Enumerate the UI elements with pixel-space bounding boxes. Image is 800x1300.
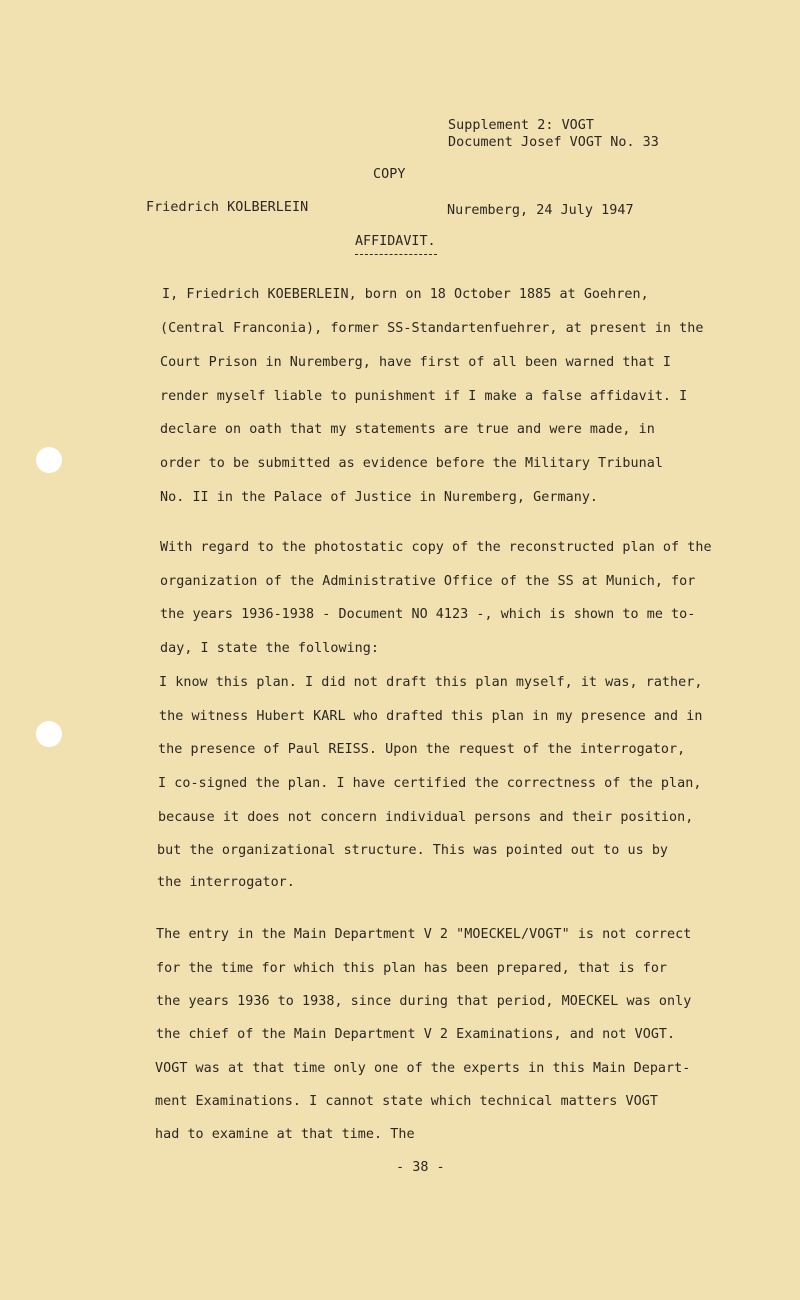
body-line: because it does not concern individual persons and their position, (158, 810, 694, 825)
body-line: organization of the Administrative Office of the SS at Munich, for (160, 574, 696, 589)
body-line: the chief of the Main Department V 2 Examinations, and not VOGT. (156, 1027, 676, 1042)
body-line: I know this plan. I did not draft this plan myself, it was, rather, (159, 675, 703, 690)
body-line: ment Examinations. I cannot state which technical matters VOGT (155, 1094, 658, 1109)
author-name: Friedrich KOLBERLEIN (146, 200, 309, 215)
title-underline (355, 254, 437, 255)
body-line: I co-signed the plan. I have certified the correctness of the plan, (158, 776, 702, 791)
body-line: declare on oath that my statements are true and were made, in (160, 422, 655, 437)
place-date: Nuremberg, 24 July 1947 (447, 203, 634, 218)
body-line: VOGT was at that time only one of the experts in this Main Depart- (155, 1061, 691, 1076)
supplement-label: Supplement 2: VOGT (448, 118, 595, 133)
page-number: - 38 - (396, 1160, 445, 1175)
body-line: (Central Franconia), former SS-Standartenfuehrer, at present in the (160, 321, 704, 336)
body-line: for the time for which this plan has been prepared, that is for (156, 961, 668, 976)
body-line: had to examine at that time. The (155, 1127, 415, 1142)
body-line: the interrogator. (157, 875, 295, 890)
body-line: order to be submitted as evidence before the Military Tribunal (160, 456, 663, 471)
punch-hole (36, 447, 62, 473)
body-line: the presence of Paul REISS. Upon the request of the interrogator, (158, 742, 686, 757)
punch-hole (36, 721, 62, 747)
body-line: With regard to the photostatic copy of the reconstructed plan of the (160, 540, 712, 555)
body-line: I, Friedrich KOEBERLEIN, born on 18 October 1885 at Goehren, (162, 287, 649, 302)
body-line: The entry in the Main Department V 2 "MOECKEL/VOGT" is not correct (156, 927, 692, 942)
body-line: the years 1936-1938 - Document NO 4123 -, which is shown to me to- (160, 607, 696, 622)
document-reference: Document Josef VOGT No. 33 (448, 135, 659, 150)
body-line: day, I state the following: (160, 641, 380, 656)
body-line: No. II in the Palace of Justice in Nuremberg, Germany. (160, 490, 599, 505)
body-line: render myself liable to punishment if I make a false affidavit. I (160, 389, 688, 404)
document-title: AFFIDAVIT. (355, 234, 436, 249)
copy-label: COPY (373, 167, 406, 182)
body-line: the years 1936 to 1938, since during that period, MOECKEL was only (156, 994, 692, 1009)
body-line: Court Prison in Nuremberg, have first of all been warned that I (160, 355, 672, 370)
body-line: the witness Hubert KARL who drafted this plan in my presence and in (159, 709, 703, 724)
body-line: but the organizational structure. This was pointed out to us by (157, 843, 669, 858)
